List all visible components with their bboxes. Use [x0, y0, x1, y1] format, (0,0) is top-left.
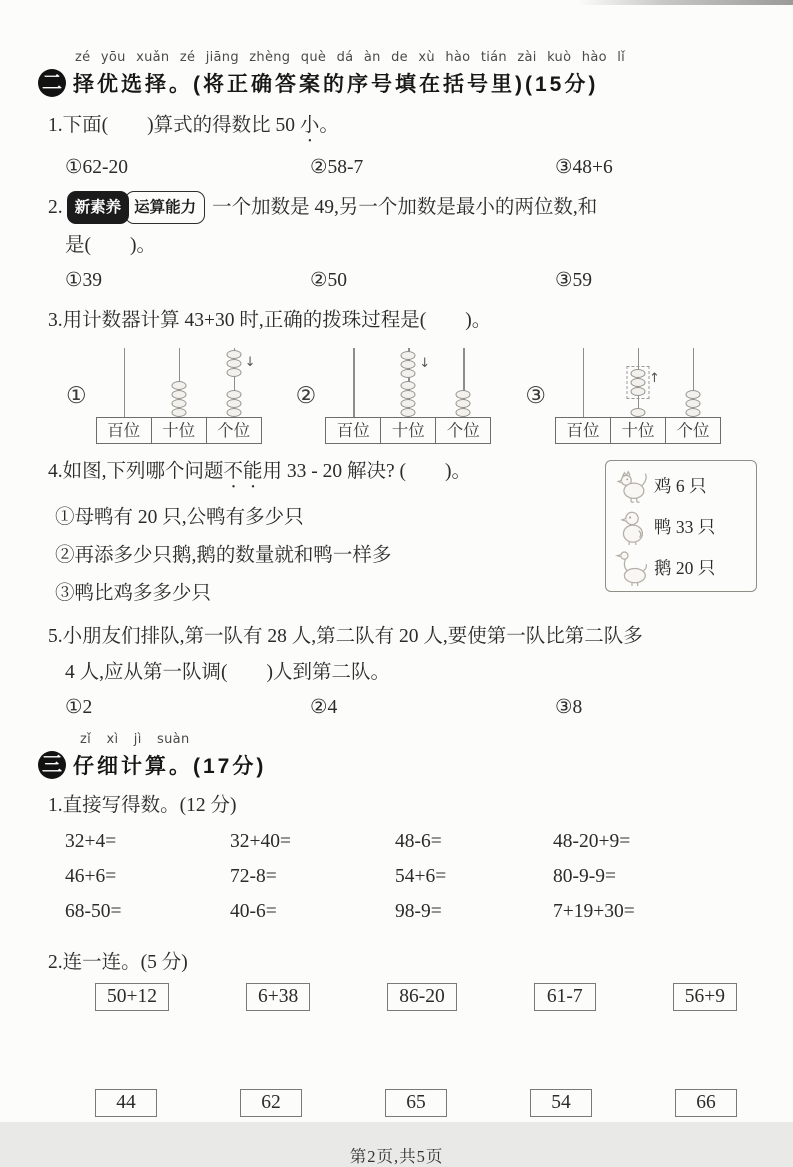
arrow-down-icon: ↓ [244, 355, 256, 370]
option-item: ①2 [65, 697, 93, 718]
bead [685, 408, 700, 417]
bead [456, 399, 471, 408]
match-result-box: 54 [530, 1089, 592, 1117]
counter-rod [124, 348, 126, 417]
question-2 [48, 191, 755, 224]
match-expression-box: 56+9 [673, 983, 737, 1011]
arithmetic-problem: 48-6= [395, 831, 442, 852]
counter-column [325, 348, 381, 444]
question-5-line1: 5.小朋友们排队,第一队有 28 人,第二队有 20 人,要使第一队比第二队多 [48, 626, 643, 647]
scan-artifact [578, 0, 793, 5]
match-result-box: 62 [240, 1089, 302, 1117]
counter-column [610, 348, 666, 444]
abacus-options-row [66, 346, 755, 444]
section-calc-pinyin: zǐ xì jì suàn [80, 732, 190, 747]
question-1-emphasis: 小 [299, 115, 320, 136]
section-choose-pinyin: zé yōu xuǎn zé jiāng zhèng què dá àn de xù hào tián zài kuò hào lǐ [75, 50, 626, 65]
matching-title: 2.连一连。(5 分) [48, 952, 188, 973]
arithmetic-problem: 40-6= [230, 901, 277, 922]
option-item: ②4 [310, 697, 338, 718]
page-footer: 第2页,共5页 [349, 1147, 444, 1166]
question-4-options [55, 499, 587, 613]
arithmetic-grid [65, 824, 755, 929]
bead [401, 390, 416, 399]
bead [401, 369, 416, 378]
section-choose-header [38, 68, 755, 98]
question-4-text: 4.如图,下列哪个问题 [48, 461, 224, 482]
bead [401, 399, 416, 408]
goose-count-label: 鹅 20 只 [654, 558, 716, 578]
question-2-options [65, 267, 755, 295]
arithmetic-problem: 32+40= [230, 831, 291, 852]
chicken-row [613, 465, 754, 506]
arithmetic-problem: 7+19+30= [553, 901, 635, 922]
counter-column [206, 348, 262, 444]
question-5-options [65, 694, 755, 722]
sub-option-item: ③鸭比鸡多多少只 [55, 583, 212, 604]
bead [401, 351, 416, 360]
bead [171, 399, 186, 408]
place-label: 百位 [325, 417, 381, 444]
arithmetic-problem: 98-9= [395, 901, 442, 922]
section-calc-header [38, 750, 755, 780]
goose-icon [613, 549, 651, 587]
match-result-box: 65 [385, 1089, 447, 1117]
place-value-counter [325, 348, 491, 444]
new-literacy-badge: 新素养 [67, 191, 130, 224]
question-2-number: 2. [48, 197, 63, 218]
bead [226, 390, 241, 399]
arithmetic-problem: 72-8= [230, 866, 277, 887]
bead [226, 408, 241, 417]
abacus-option-number: ③ [525, 383, 546, 408]
sub-option-item: ②再添多少只鹅,鹅的数量就和鸭一样多 [55, 545, 392, 566]
bead [630, 369, 645, 378]
counter-rod [583, 348, 585, 417]
bead [226, 359, 241, 368]
counter-column [555, 348, 611, 444]
match-result-row [95, 1089, 737, 1117]
question-1 [48, 111, 755, 147]
sub-option-item: ①母鸭有 20 只,公鸭有多少只 [55, 507, 304, 528]
place-label: 个位 [665, 417, 721, 444]
question-2-text-line2: 是( )。 [65, 235, 156, 256]
bead [456, 408, 471, 417]
abacus-option [296, 346, 526, 444]
arithmetic-problem: 48-20+9= [553, 831, 631, 852]
match-result-box: 44 [95, 1089, 157, 1117]
option-item: ①39 [65, 270, 102, 291]
question-4 [48, 457, 587, 493]
bead [226, 368, 241, 377]
place-label: 个位 [206, 417, 262, 444]
match-expression-box: 86-20 [387, 983, 457, 1011]
bead [630, 408, 645, 417]
bead [401, 408, 416, 417]
arithmetic-problem: 32+4= [65, 831, 117, 852]
chicken-icon [613, 467, 651, 505]
goose-row [613, 547, 754, 588]
question-5-line2: 4 人,应从第一队调( )人到第二队。 [65, 662, 390, 683]
question-1-text: 1.下面( )算式的得数比 50 [48, 115, 300, 136]
counter-column [380, 348, 436, 444]
arrow-down-icon: ↓ [419, 356, 431, 371]
place-value-counter [555, 348, 721, 444]
question-3: 3.用计数器计算 43+30 时,正确的拨珠过程是( )。 [48, 310, 492, 331]
counter-column [665, 348, 721, 444]
match-expression-row [95, 983, 737, 1011]
bead [226, 399, 241, 408]
place-label: 百位 [555, 417, 611, 444]
question-4-block [38, 457, 755, 613]
counter-rod [353, 348, 355, 417]
question-1-text-end: 。 [319, 115, 339, 136]
bead [685, 390, 700, 399]
moving-beads [626, 366, 649, 399]
question-1-options [65, 154, 755, 182]
arrow-up-icon: ↑ [648, 371, 660, 386]
duck-icon [613, 508, 651, 546]
question-2-text: 一个加数是 49,另一个加数是最小的两位数,和 [212, 197, 598, 218]
option-item: ②50 [310, 270, 347, 291]
bead [685, 399, 700, 408]
abacus-option [525, 346, 755, 444]
section-three-icon: 三 [38, 751, 66, 779]
bead [630, 378, 645, 387]
place-value-counter [96, 348, 262, 444]
bead [456, 390, 471, 399]
animal-count-box [605, 460, 757, 592]
chicken-count-label: 鸡 6 只 [654, 476, 707, 496]
place-label: 十位 [380, 417, 436, 444]
place-label: 十位 [610, 417, 666, 444]
abacus-option-number: ① [66, 383, 87, 408]
abacus-option-number: ② [295, 383, 317, 408]
section-calc-title: 仔细计算。(17分) [73, 755, 267, 778]
direct-calc-title: 1.直接写得数。(12 分) [48, 795, 237, 816]
bead [171, 381, 186, 390]
option-item: ③48+6 [555, 157, 613, 178]
match-expression-box: 6+38 [246, 983, 310, 1011]
counter-column [96, 348, 152, 444]
bead [630, 387, 645, 396]
counter-column [151, 348, 207, 444]
bead [226, 350, 241, 359]
section-two-icon: 二 [38, 69, 66, 97]
bead [171, 390, 186, 399]
option-item: ③59 [555, 270, 592, 291]
place-label: 十位 [151, 417, 207, 444]
arithmetic-problem: 54+6= [395, 866, 447, 887]
bead [171, 408, 186, 417]
arithmetic-problem: 80-9-9= [553, 866, 616, 887]
duck-row [613, 506, 754, 547]
place-label: 百位 [96, 417, 152, 444]
place-label: 个位 [435, 417, 491, 444]
arithmetic-problem: 46+6= [65, 866, 117, 887]
option-item: ①62-20 [65, 157, 128, 178]
question-4-emphasis: 不能 [223, 461, 263, 482]
match-expression-box: 50+12 [95, 983, 169, 1011]
match-expression-box: 61-7 [534, 983, 596, 1011]
bead [401, 381, 416, 390]
counter-column [435, 348, 491, 444]
duck-count-label: 鸭 33 只 [654, 517, 716, 537]
abacus-option [66, 346, 296, 444]
section-choose-title: 择优选择。(将正确答案的序号填在括号里)(15分) [73, 73, 599, 96]
question-4-text-end: 用 33 - 20 解决? ( )。 [262, 461, 472, 482]
moving-beads [401, 351, 416, 378]
moving-beads [226, 350, 241, 377]
option-item: ③8 [555, 697, 583, 718]
option-item: ②58-7 [310, 157, 364, 178]
bead [401, 360, 416, 369]
arithmetic-problem: 68-50= [65, 901, 122, 922]
match-result-box: 66 [675, 1089, 737, 1117]
computation-ability-badge: 运算能力 [125, 191, 205, 224]
